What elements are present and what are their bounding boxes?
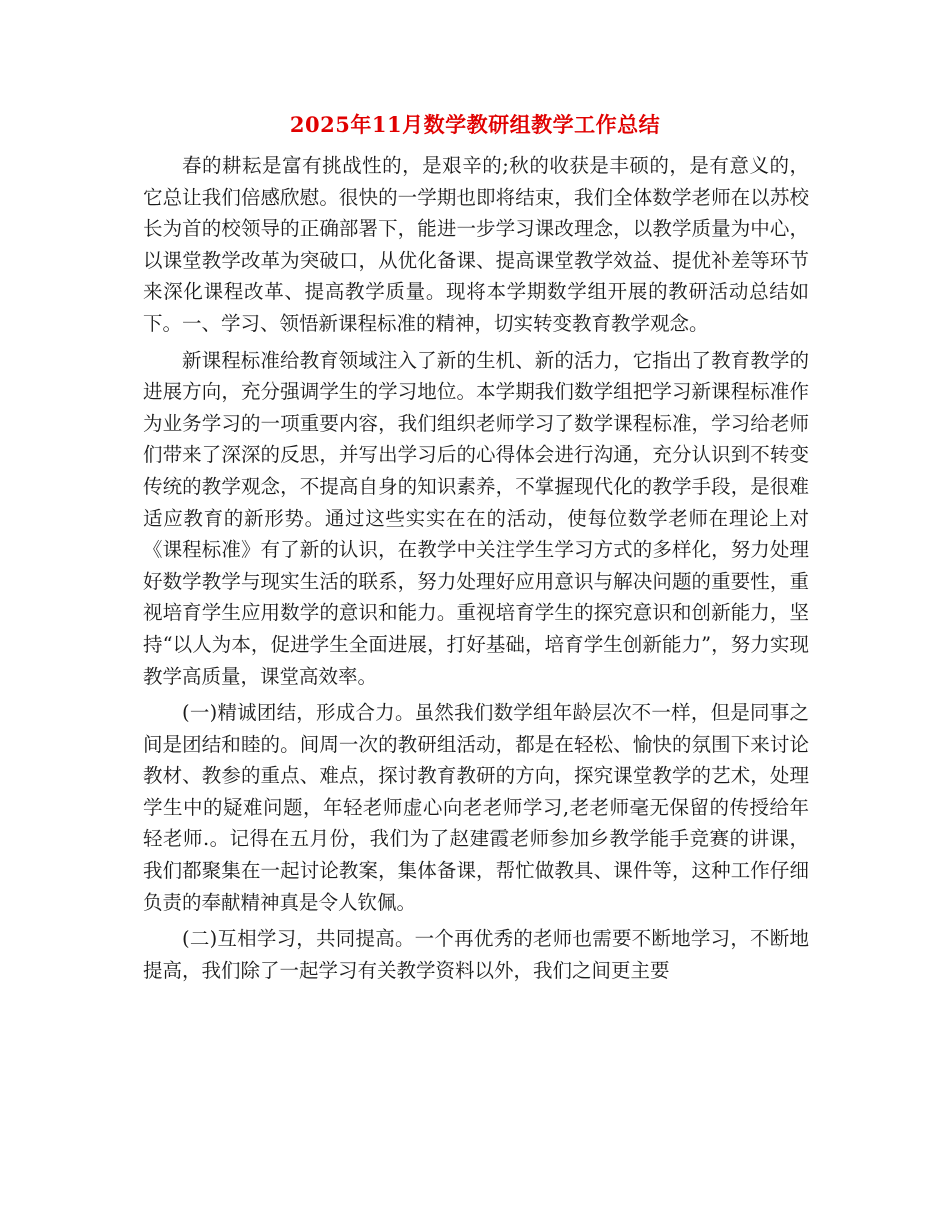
document-body: [143, 150, 809, 991]
paragraph-mutual-learning: (二)互相学习，共同提高。一个再优秀的老师也需要不断地学习，不断地提高，我们除了一起学习有关教学资料以外，我们之间更主要: [143, 927, 809, 982]
paragraph-curriculum-standard: 新课程标准给教育领域注入了新的生机、新的活力，它指出了教育教学的进展方向，充分强调学生的学习地位。本学期我们数学组把学习新课程标准作为业务学习的一项重要内容，我们组织老师学习了数学课程标准，学习给老师们带来了深深的反思，并写出学习后的心得体会进行沟通，充分认识到不转变传统的教学观念，不提高自身的知识素养，不掌握现代化的教学手段，是很难适应教育的新形势。通过这些实实在在的活动，使每位数学老师在理论上对《课程标准》有了新的认识，在教学中关注学生学习方式的多样化，努力处理好数学教学与现实生活的联系，努力处理好应用意识与解决问题的重要性，重视培育学生应用数学的意识和能力。重视培育学生的探究意识和创新能力，坚持“以人为本，促进学生全面进展，打好基础，培育学生创新能力”，努力实现教学高质量，课堂高效率。: [143, 348, 809, 688]
paragraph-unity: (一)精诚团结，形成合力。虽然我们数学组年龄层次不一样，但是同事之间是团结和睦的。间周一次的教研组活动，都是在轻松、愉快的氛围下来讨论教材、教参的重点、难点，探讨教育教研的方向，探究课堂教学的艺术，处理学生中的疑难问题，年轻老师虚心向老老师学习,老老师毫无保留的传授给年轻老师.。记得在五月份，我们为了赵建霞老师参加乡教学能手竞赛的讲课，我们都聚集在一起讨论教案，集体备课，帮忙做教具、课件等，这种工作仔细负责的奉献精神真是令人钦佩。: [143, 701, 809, 914]
document-title: 2025年11月数学教研组教学工作总结: [289, 112, 661, 137]
paragraph-intro: 春的耕耘是富有挑战性的，是艰辛的;秋的收获是丰硕的，是有意义的，它总让我们倍感欣慰。很快的一学期也即将结束，我们全体数学老师在以苏校长为首的校领导的正确部署下，能进一步学习课改理念，以教学质量为中心，以课堂教学改革为突破口，从优化备课、提高课堂教学效益、提优补差等环节来深化课程改革、提高教学质量。现将本学期数学组开展的教研活动总结如下。一、学习、领悟新课程标准的精神，切实转变教育教学观念。: [143, 154, 809, 335]
